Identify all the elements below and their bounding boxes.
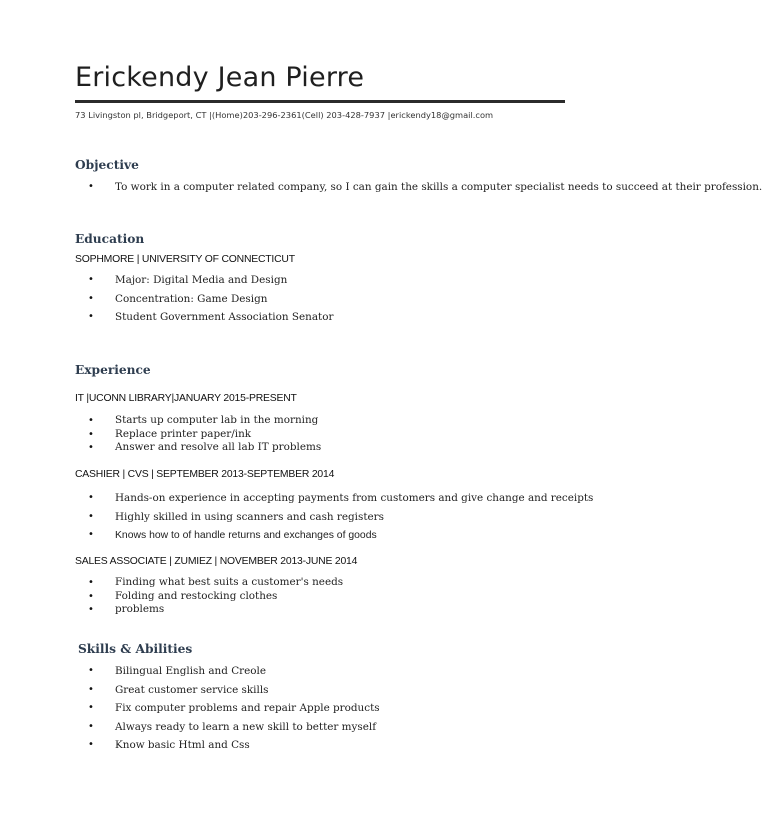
- bullet-icon: •: [88, 181, 94, 192]
- bullet-icon: •: [88, 274, 94, 285]
- bullet-icon: •: [88, 529, 94, 540]
- education-heading: Education: [75, 232, 145, 246]
- bullet-icon: •: [88, 292, 94, 304]
- list-item: • Highly skilled in using scanners and cash registers: [88, 508, 593, 527]
- list-item: • problems: [88, 603, 165, 615]
- education-school: SOPHMORE | UNIVERSITY OF CONNECTICUT: [75, 254, 295, 265]
- list-item: • Finding what best suits a customer's needs: [88, 576, 344, 588]
- list-item: • Fix computer problems and repair Apple products: [88, 699, 380, 718]
- candidate-name: Erickendy Jean Pierre: [75, 62, 365, 93]
- bullet-icon: •: [88, 665, 94, 676]
- header-divider: [75, 100, 565, 103]
- bullet-icon: •: [88, 492, 94, 503]
- job-duties-list: [88, 489, 593, 545]
- objective-text: To work in a computer related company, so I can gain the skills a computer specialist needs to succeed at their profession.: [115, 181, 762, 193]
- list-item: • Major: Digital Media and Design: [88, 271, 333, 290]
- bullet-icon: •: [88, 577, 94, 588]
- job-title: SALES ASSOCIATE | ZUMIEZ | NOVEMBER 2013-JUNE 2014: [75, 556, 358, 567]
- list-item: • Great customer service skills: [88, 681, 380, 700]
- bullet-icon: •: [88, 720, 94, 732]
- bullet-icon: •: [88, 428, 94, 440]
- list-item: • Starts up computer lab in the morning: [88, 414, 319, 426]
- bullet-icon: •: [88, 683, 94, 695]
- list-item: [88, 180, 762, 194]
- job-title: CASHIER | CVS | SEPTEMBER 2013-SEPTEMBER 2014: [75, 469, 335, 480]
- contact-line: 73 Livingston pl, Bridgeport, CT |(Home)203-296-2361(Cell) 203-428-7937 |erickendy18@gmail.com: [75, 110, 494, 120]
- list-item: • Replace printer paper/ink: [88, 427, 252, 440]
- list-item: • Answer and resolve all lab IT problems: [88, 441, 322, 453]
- experience-heading: Experience: [75, 363, 151, 377]
- skills-list: [88, 662, 380, 755]
- skills-heading: Skills & Abilities: [78, 642, 193, 656]
- list-item: • Concentration: Game Design: [88, 290, 333, 309]
- bullet-icon: •: [88, 442, 94, 453]
- list-item: • Folding and restocking clothes: [88, 589, 278, 602]
- job-title: IT |UCONN LIBRARY|JANUARY 2015-PRESENT: [75, 393, 297, 404]
- bullet-icon: •: [88, 739, 94, 750]
- bullet-icon: •: [88, 311, 94, 322]
- bullet-icon: •: [88, 510, 94, 522]
- job-duties-list: [88, 576, 343, 617]
- list-item: • Always ready to learn a new skill to better myself: [88, 718, 380, 737]
- bullet-icon: •: [88, 415, 94, 426]
- objective-list: [88, 180, 762, 194]
- list-item: • Knows how to of handle returns and exchanges of goods: [88, 526, 593, 545]
- bullet-icon: •: [88, 702, 94, 713]
- objective-heading: Objective: [75, 158, 139, 172]
- list-item: • Know basic Html and Css: [88, 736, 380, 755]
- bullet-icon: •: [88, 590, 94, 602]
- list-item: • Bilingual English and Creole: [88, 662, 380, 681]
- list-item: • Hands-on experience in accepting payments from customers and give change and receipts: [88, 489, 593, 508]
- bullet-icon: •: [88, 604, 94, 615]
- job-duties-list: [88, 414, 321, 455]
- list-item: • Student Government Association Senator: [88, 308, 333, 327]
- education-list: [88, 271, 333, 327]
